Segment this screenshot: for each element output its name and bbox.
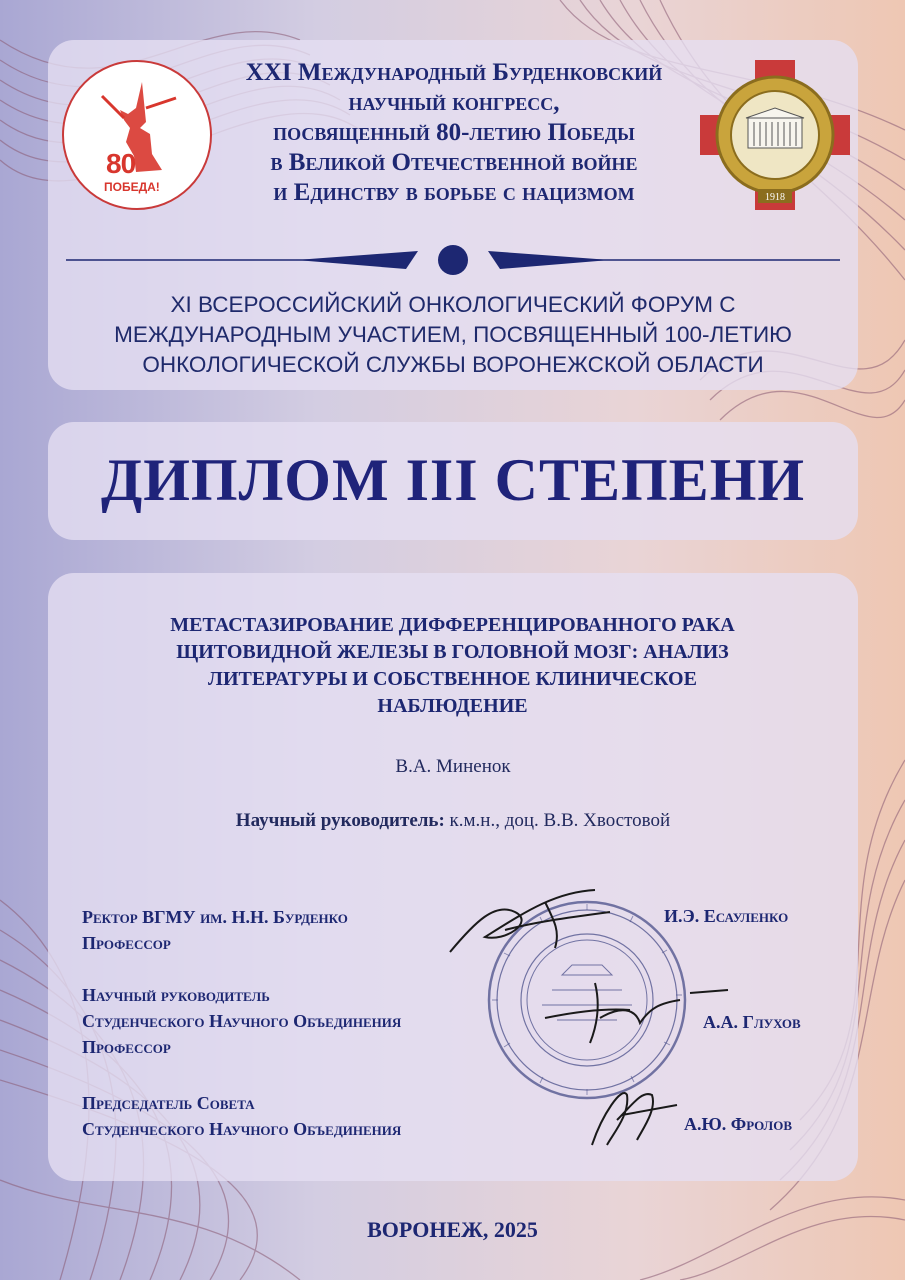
congress-line: и Единству в борьбе с нацизмом [273, 179, 635, 206]
signatory-role-line: Профессор [82, 1037, 171, 1057]
work-title-line: МЕТАСТАЗИРОВАНИЕ ДИФФЕРЕНЦИРОВАННОГО РАКА [170, 614, 735, 636]
signatory-role-rector [82, 904, 348, 956]
congress-line: в Великой Отечественной войне [270, 149, 638, 176]
signatory-role-line: Студенческого Научного Объединения [82, 1119, 402, 1139]
signatory-role-chair [82, 1090, 401, 1142]
university-seal [700, 60, 850, 210]
advisor-label: Научный руководитель: [235, 810, 445, 831]
signature-frolov [582, 1075, 682, 1155]
ornamental-divider [66, 240, 840, 280]
city-year-footer: ВОРОНЕЖ, 2025 [367, 1217, 538, 1242]
diploma-title: ДИПЛОМ III СТЕПЕНИ [100, 447, 806, 513]
forum-heading [55, 290, 851, 380]
signatory-role-line: Председатель Совета [82, 1093, 255, 1113]
signature-rector [445, 882, 615, 962]
signatory-name-advisor: А.А. Глухов [703, 1012, 801, 1032]
congress-line: посвященный 80-летию Победы [273, 119, 635, 146]
signatory-role-advisor [82, 982, 401, 1060]
work-title-line: ЛИТЕРАТУРЫ И СОБСТВЕННОЕ КЛИНИЧЕСКОЕ [208, 668, 697, 690]
logo-number: 80 [106, 148, 136, 179]
seal-year: 1918 [765, 192, 785, 203]
victory-80-logo [62, 60, 212, 210]
logo-word: ПОБЕДА! [104, 180, 160, 194]
congress-line: XXI Международный Бурденковский [245, 59, 663, 86]
advisor-line [48, 810, 858, 832]
signatory-role-line: Студенческого Научного Объединения [82, 1011, 402, 1031]
signatory-name-rector: И.Э. Есауленко [664, 906, 789, 926]
forum-line: ОНКОЛОГИЧЕСКОЙ СЛУЖБЫ ВОРОНЕЖСКОЙ ОБЛАСТИ [142, 352, 764, 377]
signature-glukhov [540, 978, 730, 1048]
congress-heading [200, 58, 708, 208]
signatory-role-line: Научный руководитель [82, 985, 270, 1005]
signatory-role-line: Профессор [82, 933, 171, 953]
signatory-name-chair: А.Ю. Фролов [684, 1114, 793, 1134]
forum-line: МЕЖДУНАРОДНЫМ УЧАСТИЕМ, ПОСВЯЩЕННЫЙ 100-ЛЕТИЮ [114, 322, 792, 347]
work-title [80, 612, 825, 720]
forum-line: XI ВСЕРОССИЙСКИЙ ОНКОЛОГИЧЕСКИЙ ФОРУМ С [170, 292, 736, 317]
signatory-role-line: Ректор ВГМУ им. Н.Н. Бурденко [82, 907, 348, 927]
work-title-line: ЩИТОВИДНОЙ ЖЕЛЕЗЫ В ГОЛОВНОЙ МОЗГ: АНАЛИЗ [176, 641, 729, 663]
advisor-value: к.м.н., доц. В.В. Хвостовой [444, 810, 671, 831]
congress-line: научный конгресс, [348, 89, 560, 116]
work-title-line: НАБЛЮДЕНИЕ [377, 695, 528, 717]
author-name: В.А. Миненок [395, 756, 511, 777]
